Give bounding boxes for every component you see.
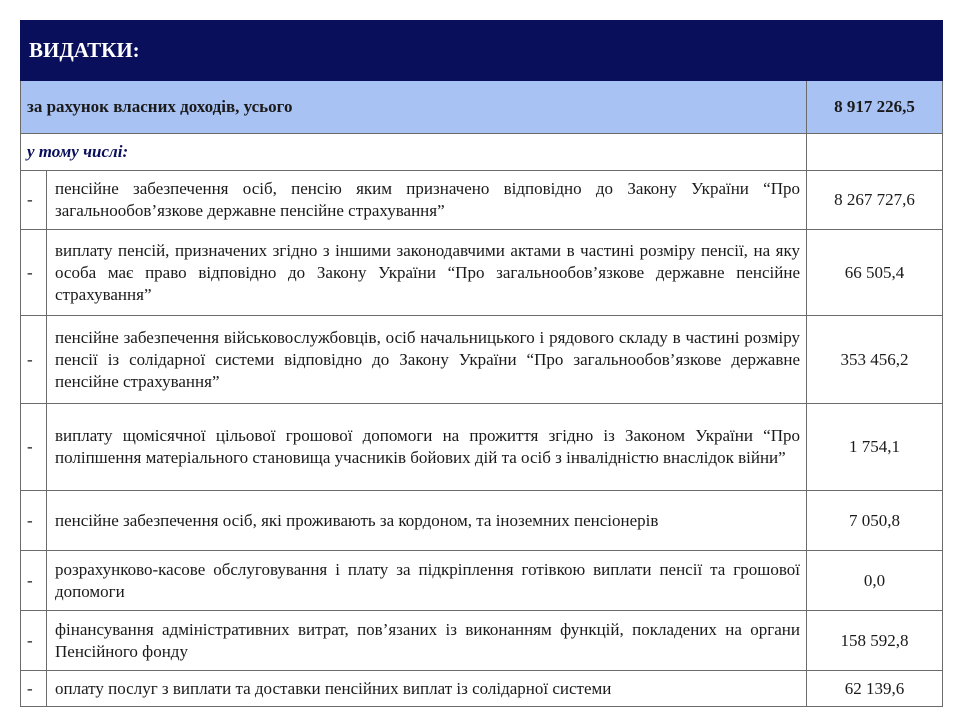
row-value: 158 592,8	[807, 611, 943, 671]
row-description: виплату пенсій, призначених згідно з іншими законодавчими актами в частині розміру пенсії, на яку особа має право відповідно до Закону України “Про загальнообов’язкове державне пенсійне страхування”	[47, 230, 807, 316]
row-marker: -	[21, 171, 47, 230]
row-description: пенсійне забезпечення військовослужбовців, осіб начальницького і рядового складу в частині розміру пенсії із солідарної системи відповідно до Закону України “Про загальнообов’язкове державне пенсійне страхування”	[47, 316, 807, 404]
header-row	[21, 21, 943, 81]
row-value: 1 754,1	[807, 404, 943, 491]
table-row	[21, 230, 943, 316]
table-row	[21, 551, 943, 611]
row-marker: -	[21, 491, 47, 551]
row-description: розрахунково-касове обслуговування і плату за підкріплення готівкою виплати пенсії та грошової допомоги	[47, 551, 807, 611]
expenses-table	[20, 20, 943, 707]
row-description: фінансування адміністративних витрат, пов’язаних із виконанням функцій, покладених на органи Пенсійного фонду	[47, 611, 807, 671]
row-marker: -	[21, 671, 47, 707]
subheading-label: у тому числі:	[21, 134, 807, 171]
row-description: виплату щомісячної цільової грошової допомоги на прожиття згідно із Законом України “Про поліпшення матеріального становища учасників бойових дій та осіб з інвалідністю внаслідок війни”	[47, 404, 807, 491]
row-marker: -	[21, 551, 47, 611]
row-value: 7 050,8	[807, 491, 943, 551]
total-value: 8 917 226,5	[807, 81, 943, 134]
row-marker: -	[21, 404, 47, 491]
table-row	[21, 491, 943, 551]
row-marker: -	[21, 316, 47, 404]
table-row	[21, 171, 943, 230]
total-row	[21, 81, 943, 134]
row-value: 353 456,2	[807, 316, 943, 404]
row-marker: -	[21, 230, 47, 316]
row-value: 66 505,4	[807, 230, 943, 316]
table-row	[21, 316, 943, 404]
table-row	[21, 671, 943, 707]
subheading-row	[21, 134, 943, 171]
table-row	[21, 611, 943, 671]
row-description: оплату послуг з виплати та доставки пенсійних виплат із солідарної системи	[47, 671, 807, 707]
subheading-value-empty	[807, 134, 943, 171]
total-label: за рахунок власних доходів, усього	[21, 81, 807, 134]
table-row	[21, 404, 943, 491]
row-value: 0,0	[807, 551, 943, 611]
row-marker: -	[21, 611, 47, 671]
row-description: пенсійне забезпечення осіб, які проживають за кордоном, та іноземних пенсіонерів	[47, 491, 807, 551]
row-value: 62 139,6	[807, 671, 943, 707]
row-description: пенсійне забезпечення осіб, пенсію яким призначено відповідно до Закону України “Про загальнообов’язкове державне пенсійне страхування”	[47, 171, 807, 230]
table-title: ВИДАТКИ:	[21, 21, 943, 81]
row-value: 8 267 727,6	[807, 171, 943, 230]
